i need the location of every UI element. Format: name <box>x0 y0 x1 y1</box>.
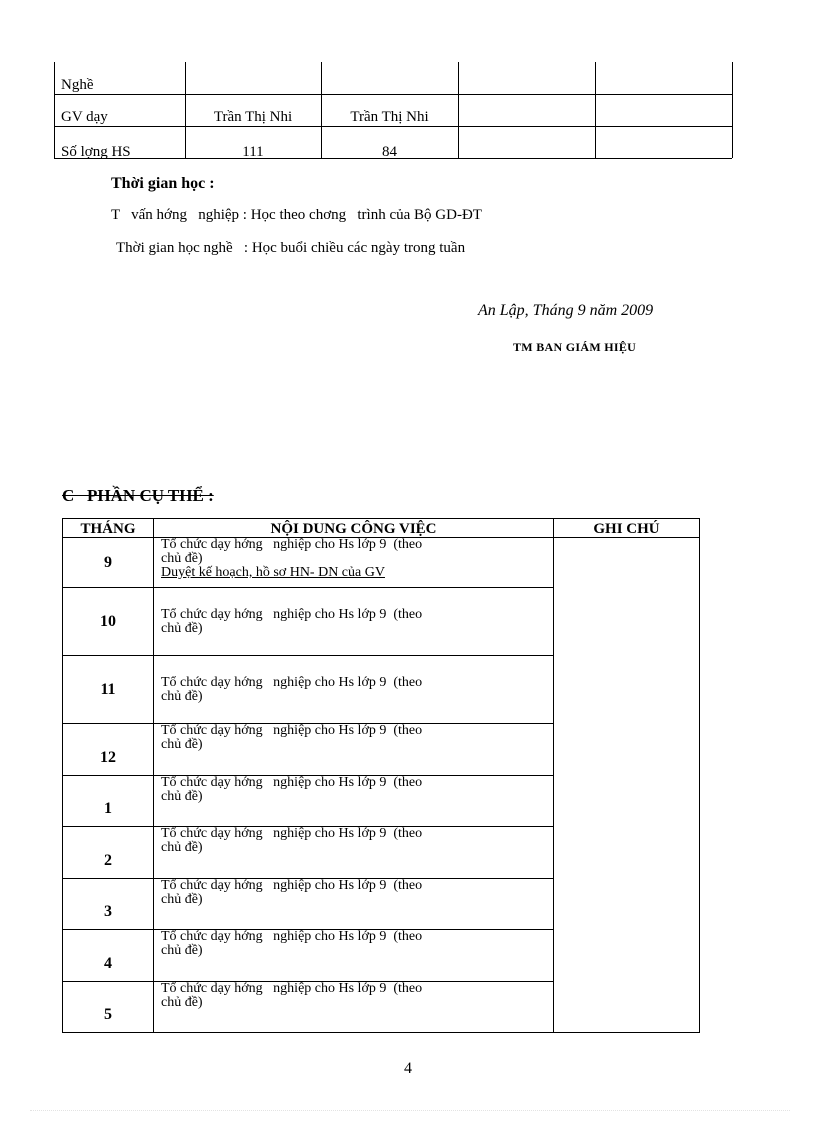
content-line: Tổ chức dạy hớng nghiệp cho Hs lớp 9 (theo <box>161 929 423 944</box>
content-line: Tổ chức dạy hớng nghiệp cho Hs lớp 9 (theo <box>161 723 423 738</box>
footer-divider <box>30 1110 790 1111</box>
content-line: Tổ chức dạy hớng nghiệp cho Hs lớp 9 (theo <box>161 606 423 622</box>
content-line: Tổ chức dạy hớng nghiệp cho Hs lớp 9 (theo <box>161 878 423 893</box>
content-line: Tổ chức dạy hớng nghiệp cho Hs lớp 9 (theo <box>161 537 423 552</box>
month-cell: 11 <box>63 656 154 724</box>
content-line: chủ đề) <box>161 620 203 636</box>
note-cell <box>554 538 700 1033</box>
month-cell: 2 <box>63 827 154 879</box>
teacher-name-2: Trần Thị Nhi <box>350 109 429 125</box>
row-label-nghe: Nghề <box>61 77 94 93</box>
content-cell <box>154 827 554 879</box>
table-row <box>63 538 700 588</box>
signature-title: TM BAN GIÁM HIỆU <box>513 340 637 354</box>
student-count-1: 111 <box>242 144 264 160</box>
content-line: chủ đề) <box>161 995 203 1010</box>
content-line: chủ đề) <box>161 789 203 804</box>
content-line: Tổ chức dạy hớng nghiệp cho Hs lớp 9 (theo <box>161 826 423 841</box>
content-line: chủ đề) <box>161 943 203 958</box>
month-cell: 9 <box>63 538 154 588</box>
study-time-line-2: Thời gian học nghề : Học buổi chiều các ngày trong tuần <box>116 240 466 256</box>
row-label-gv-day: GV dạy <box>61 109 108 125</box>
content-line: chủ đề) <box>161 551 203 566</box>
content-line: Tổ chức dạy hớng nghiệp cho Hs lớp 9 (theo <box>161 775 423 790</box>
row-label-so-luong: Số lợng HS <box>61 144 131 160</box>
month-cell: 3 <box>63 879 154 930</box>
content-line: Duyệt kế hoạch, hồ sơ HN- DN của GV <box>161 565 385 580</box>
page-number: 4 <box>404 1060 412 1077</box>
study-time-line-1: T vấn hớng nghiệp : Học theo chơng trình của Bộ GD-ĐT <box>111 207 482 223</box>
content-line: chủ đề) <box>161 688 203 704</box>
month-cell: 12 <box>63 724 154 776</box>
student-count-2: 84 <box>382 144 397 160</box>
content-cell <box>154 724 554 776</box>
content-line: chủ đề) <box>161 737 203 752</box>
content-cell <box>154 879 554 930</box>
study-time-heading: Thời gian học : <box>111 175 215 192</box>
content-line: Tổ chức dạy hớng nghiệp cho Hs lớp 9 (theo <box>161 674 423 690</box>
month-cell: 5 <box>63 982 154 1033</box>
content-line: Tổ chức dạy hớng nghiệp cho Hs lớp 9 (theo <box>161 981 423 996</box>
content-cell <box>154 538 554 588</box>
header-month: THÁNG <box>63 519 154 538</box>
place-date: An Lập, Tháng 9 năm 2009 <box>478 302 654 319</box>
header-note: GHI CHÚ <box>554 519 700 538</box>
content-cell <box>154 982 554 1033</box>
content-line: chủ đề) <box>161 892 203 907</box>
month-cell: 1 <box>63 776 154 827</box>
month-cell: 10 <box>63 588 154 656</box>
content-cell <box>154 776 554 827</box>
content-cell <box>154 930 554 982</box>
header-content: NỘI DUNG CÔNG VIỆC <box>154 519 554 538</box>
content-cell <box>154 588 554 656</box>
content-cell <box>154 656 554 724</box>
content-line: chủ đề) <box>161 840 203 855</box>
schedule-table <box>62 518 700 1033</box>
section-title: C PHẦN CỤ THỂ : <box>62 486 214 505</box>
month-cell: 4 <box>63 930 154 982</box>
teacher-name-1: Trần Thị Nhi <box>213 109 293 125</box>
